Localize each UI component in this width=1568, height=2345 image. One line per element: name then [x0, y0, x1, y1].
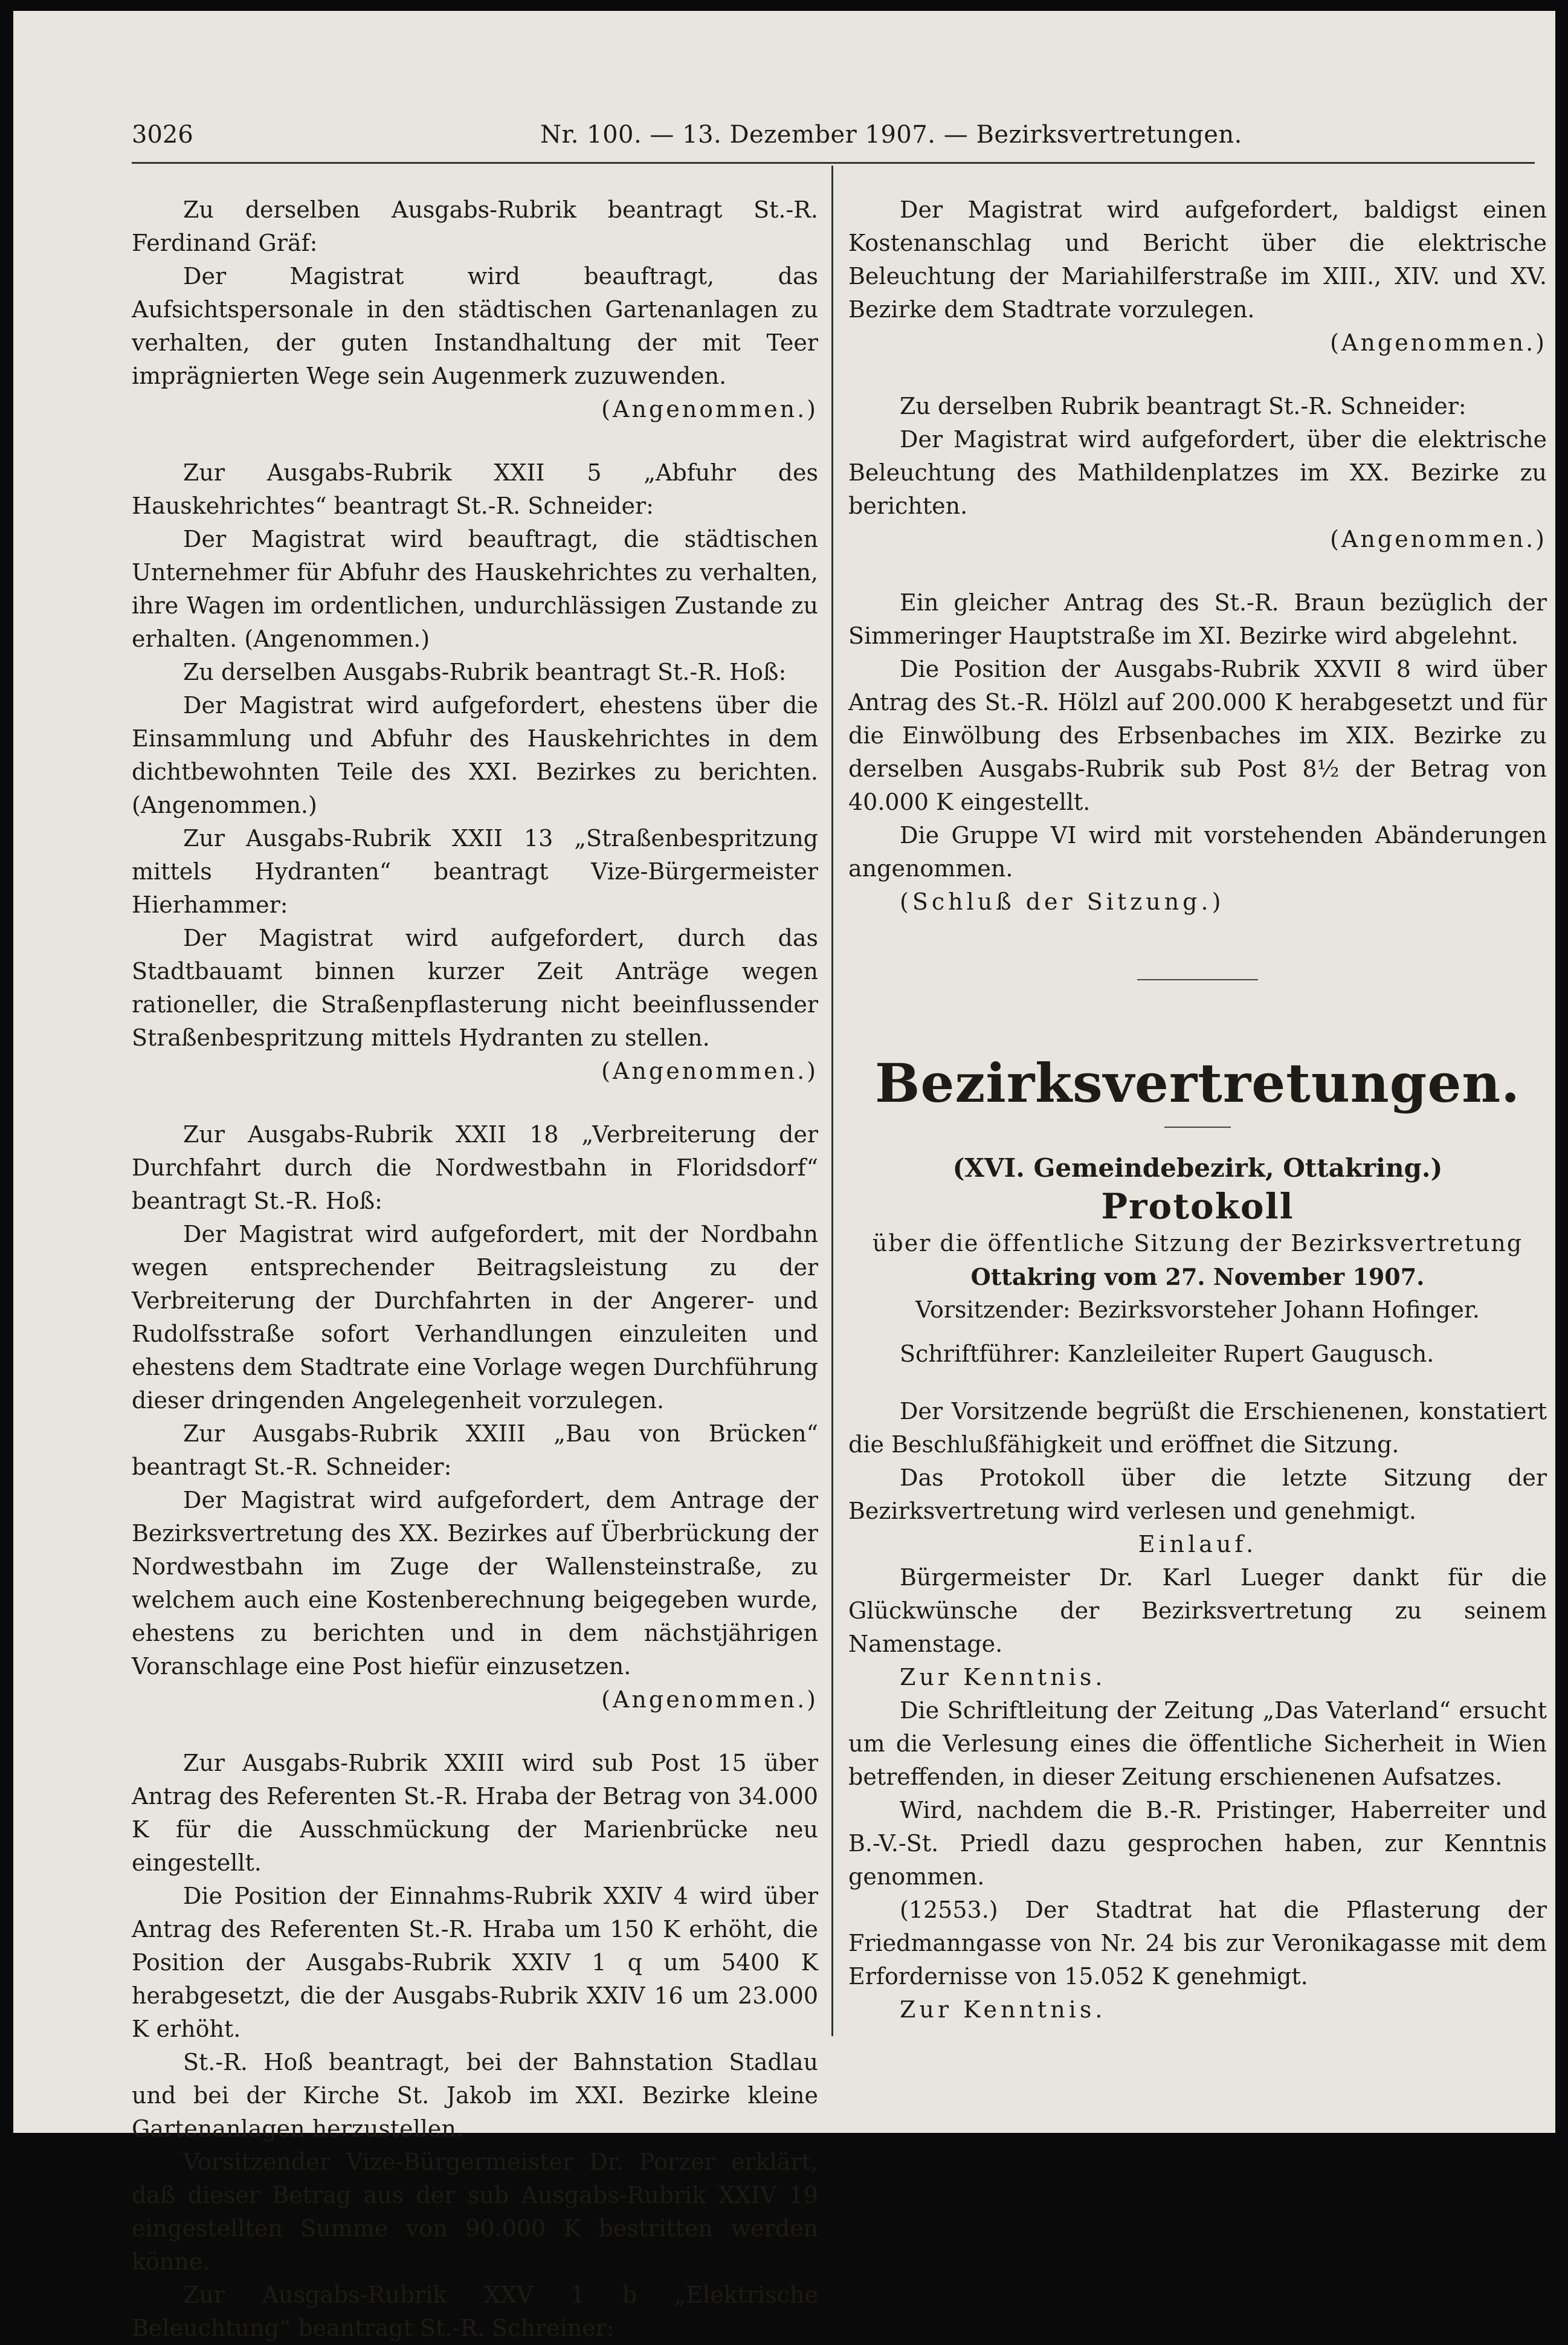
paragraph: Zur Ausgabs-Rubrik XXIII „Bau von Brücken“ beantragt St.-R. Schneider: — [132, 1420, 818, 1480]
session-end: (Schluß der Sitzung.) — [900, 888, 1225, 915]
paragraph: Zur Ausgabs-Rubrik XXII 18 „Verbreiterung der Durchfahrt durch die Nordwestbahn in Floridsdorf“ beantragt St.-R. Hoß: — [132, 1121, 818, 1214]
paragraph: Der Vorsitzende begrüßt die Erschienenen, konstatiert die Beschlußfähigkeit und eröffnet die Sitzung. — [848, 1398, 1547, 1458]
protokoll-heading: Protokoll — [1101, 1186, 1294, 1227]
secretary-line: Schriftführer: Kanzleileiter Rupert Gaugusch. — [900, 1341, 1434, 1367]
resolution-note: (Angenommen.) — [1330, 329, 1547, 356]
section-title: Bezirksvertretungen. — [875, 1052, 1520, 1114]
paragraph: Zur Ausgabs-Rubrik XXV 1 b „Elektrische Beleuchtung“ beantragt St.-R. Schreiner: — [132, 2282, 818, 2341]
paragraph: Wird, nachdem die B.-R. Pristinger, Haberreiter und B.-V.-St. Priedl dazu gesprochen haben, zur Kenntnis genommen. — [848, 1797, 1547, 1890]
paragraph: Das Protokoll über die letzte Sitzung der Bezirksvertretung wird verlesen und genehmigt. — [848, 1464, 1547, 1524]
paragraph: Die Position der Einnahms-Rubrik XXIV 4 wird über Antrag des Referenten St.-R. Hraba um 150 K erhöht, die Position der Ausgabs-Rubrik XXIV 1 q um 5400 K herabgesetzt, die der Ausgabs-Rubrik XXIV 16 um 23.000 K erhöht. — [132, 1883, 818, 2042]
header-title: Nr. 100. — 13. Dezember 1907. — Bezirksvertretungen. — [540, 121, 1242, 149]
paragraph: Zu derselben Rubrik beantragt St.-R. Schneider: — [900, 393, 1466, 419]
paragraph: Der Magistrat wird aufgefordert, dem Antrage der Bezirksvertretung des XX. Bezirkes auf Überbrückung der Nordwestbahn im Zuge der Wallensteinstraße, zu welchem auch eine Kostenberechnung beigegeben wurde, ehestens zu berichten und in dem nächstjährigen Voranschlage eine Post hiefür einzusetzen. — [132, 1487, 818, 1680]
paragraph: Der Magistrat wird beauftragt, das Aufsichtspersonale in den städtischen Gartenanlagen zu verhalten, der guten Instandhaltung der mit Teer imprägnierten Wege sein Augenmerk zuzuwenden. — [132, 263, 818, 389]
paragraph: Die Schriftleitung der Zeitung „Das Vaterland“ ersucht um die Verlesung eines die öffentliche Sicherheit in Wien betreffenden, in dieser Zeitung erschienenen Aufsatzes. — [848, 1697, 1547, 1790]
paragraph: Der Magistrat wird aufgefordert, baldigst einen Kostenanschlag und Bericht über die elektrische Beleuchtung der Mariahilferstraße im XIII., XIV. und XV. Bezirke dem Stadtrate vorzulegen. — [848, 196, 1547, 323]
protokoll-date: Ottakring vom 27. November 1907. — [970, 1263, 1425, 1290]
resolution-note: (Angenommen.) — [1330, 526, 1547, 552]
resolution-note: Zur Kenntnis. — [900, 1996, 1106, 2023]
resolution-note: (Angenommen.) — [601, 396, 818, 422]
resolution-note: Zur Kenntnis. — [900, 1664, 1106, 1690]
resolution-note: (Angenommen.) — [601, 1058, 818, 1084]
paragraph: Zur Ausgabs-Rubrik XXII 13 „Straßenbespritzung mittels Hydranten“ beantragt Vize-Bürgermeister Hierhammer: — [132, 825, 818, 918]
paragraph: Die Position der Ausgabs-Rubrik XXVII 8 wird über Antrag des St.-R. Hölzl auf 200.000 K herabgesetzt und für die Einwölbung des Erbsenbaches im XIX. Bezirke zu derselben Ausgabs-Rubrik sub Post 8½ der Betrag von 40.000 K eingestellt. — [848, 656, 1547, 815]
section-divider — [1137, 979, 1258, 980]
paragraph: Zu derselben Ausgabs-Rubrik beantragt St.-R. Ferdinand Gräf: — [132, 196, 818, 256]
paragraph: (12553.) Der Stadtrat hat die Pflasterung der Friedmanngasse von Nr. 24 bis zur Veronikagasse mit dem Erfordernisse von 15.052 K genehmigt. — [848, 1897, 1547, 1990]
protokoll-subtitle: über die öffentliche Sitzung der Bezirksvertretung — [872, 1230, 1523, 1257]
page — [13, 11, 1555, 2341]
paragraph: Zu derselben Ausgabs-Rubrik beantragt St.-R. Hoß: — [183, 659, 787, 685]
paragraph: Der Magistrat wird aufgefordert, über die elektrische Beleuchtung des Mathildenplatzes im XX. Bezirke zu berichten. — [848, 426, 1547, 519]
paragraph: Der Magistrat wird aufgefordert, durch das Stadtbauamt binnen kurzer Zeit Anträge wegen rationeller, die Straßenpflasterung nicht beeinflussender Straßenbespritzung mittels Hydranten zu stellen. — [132, 925, 818, 1051]
column-rule — [831, 166, 833, 2036]
district-heading: (XVI. Gemeindebezirk, Ottakring.) — [952, 1153, 1443, 1183]
page-number: 3026 — [132, 121, 193, 149]
running-header — [132, 121, 1489, 157]
paragraph: Ein gleicher Antrag des St.-R. Braun bezüglich der Simmeringer Hauptstraße im XI. Bezirke wird abgelehnt. — [848, 589, 1547, 649]
header-rule — [132, 162, 1535, 164]
paragraph: Die Gruppe VI wird mit vorstehenden Abänderungen angenommen. — [848, 822, 1547, 882]
paragraph: Bürgermeister Dr. Karl Lueger dankt für die Glückwünsche der Bezirksvertretung zu seinem Namenstage. — [848, 1564, 1547, 1657]
paragraph: St.-R. Hoß beantragt, bei der Bahnstation Stadlau und bei der Kirche St. Jakob im XXI. Bezirke kleine Gartenanlagen herzustellen. — [132, 2049, 818, 2142]
right-column — [848, 193, 1547, 2026]
paragraph: Zur Ausgabs-Rubrik XXIII wird sub Post 15 über Antrag des Referenten St.-R. Hraba der Betrag von 34.000 K für die Ausschmückung der Marienbrücke neu eingestellt. — [132, 1750, 818, 1876]
left-column — [132, 193, 818, 2345]
title-underline — [1164, 1127, 1231, 1128]
paragraph: Der Magistrat wird aufgefordert, mit der Nordbahn wegen entsprechender Beitragsleistung zu der Verbreiterung der Durchfahrten in der Angerer- und Rudolfsstraße sofort Verhandlungen einzuleiten und ehestens dem Stadtrate eine Vorlage wegen Durchführung dieser dringenden Angelegenheit vorzulegen. — [132, 1221, 818, 1414]
paragraph: Der Magistrat wird aufgefordert, ehestens über die Einsammlung und Abfuhr des Hauskehrichtes in dem dichtbewohnten Teile des XXI. Bezirkes zu berichten. (Angenommen.) — [132, 692, 818, 818]
einlauf-heading: Einlauf. — [1138, 1531, 1257, 1557]
chair-line: Vorsitzender: Bezirksvorsteher Johann Hofinger. — [915, 1296, 1480, 1323]
paragraph: Vorsitzender Vize-Bürgermeister Dr. Porzer erklärt, daß dieser Betrag aus der sub Ausgabs-Rubrik XXIV 19 eingestellten Summe von 90.000 K bestritten werden könne. — [132, 2149, 818, 2275]
paragraph: Zur Ausgabs-Rubrik XXII 5 „Abfuhr des Hauskehrichtes“ beantragt St.-R. Schneider: — [132, 459, 818, 519]
resolution-note: (Angenommen.) — [601, 1686, 818, 1713]
paragraph: Der Magistrat wird beauftragt, die städtischen Unternehmer für Abfuhr des Hauskehrichtes zu verhalten, ihre Wagen im ordentlichen, undurchlässigen Zustande zu erhalten. (Angenommen.) — [132, 526, 818, 652]
